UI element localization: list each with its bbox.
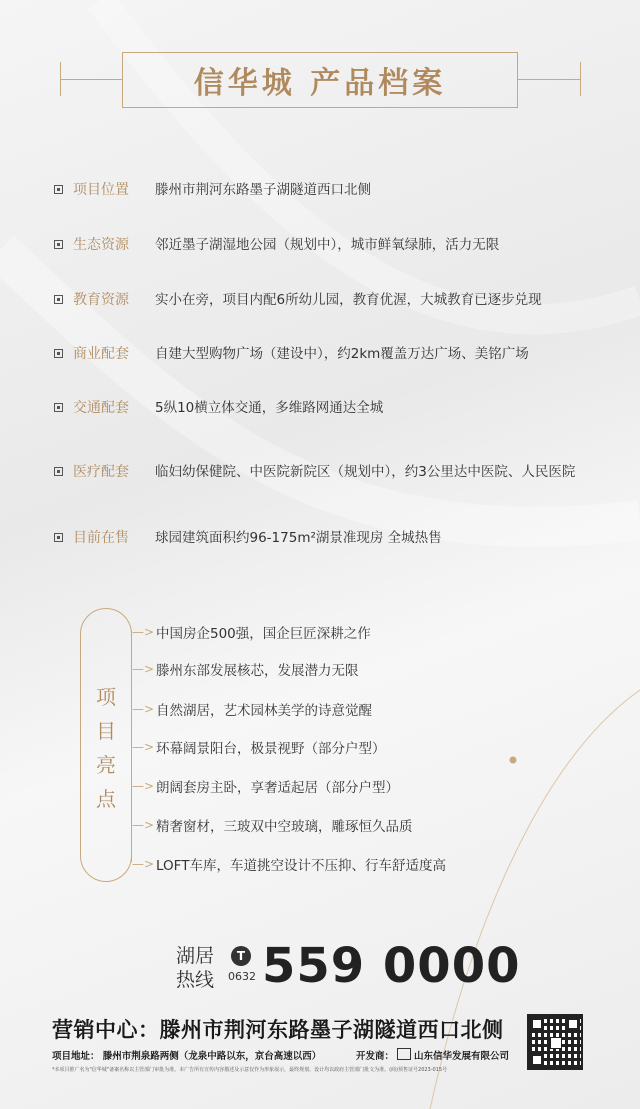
hotline-label: 湖居热线 [176,945,215,991]
developer-label: 开发商： [356,1051,395,1062]
highlight-item: —> 中国房企500强，国企巨匠深耕之作 [132,625,371,642]
arrow-right-icon: —> [132,779,155,793]
info-value: 临妇幼保健院、中医院新院区（规划中），约3公里达中医院、人民医院 [155,464,576,480]
project-address: 项目地址： 滕州市荆泉路两侧（龙泉中路以东，京台高速以西） [52,1051,322,1062]
square-bullet-icon [54,185,63,194]
info-label: 目前在售 [73,530,129,546]
title-line-right [518,79,580,80]
info-value: 5纵10横立体交通，多维路网通达全城 [155,400,384,416]
highlight-item: —> 环幕阔景阳台，极景视野（部分户型） [132,740,386,757]
arrow-right-icon: —> [132,662,155,676]
arrow-right-icon: —> [132,857,155,871]
square-bullet-icon [54,240,63,249]
highlight-item: —> 滕州东部发展核芯，发展潜力无限 [132,662,359,679]
info-value: 邻近墨子湖湿地公园（规划中），城市鲜氧绿肺，活力无限 [155,237,500,253]
info-label: 商业配套 [73,346,129,362]
info-value: 滕州市荆河东路墨子湖隧道西口北侧 [155,182,371,198]
info-label: 交通配套 [73,400,129,416]
developer [356,1048,509,1062]
hotline-number[interactable]: 559 0000 [262,938,521,994]
highlight-item: —> 精奢窗材，三玻双中空玻璃，雕琢恒久品质 [132,818,413,835]
info-label: 生态资源 [73,237,129,253]
arrow-right-icon: —> [132,702,155,716]
info-value: 实小在旁，项目内配6所幼儿园，教育优渥，大城教育已逐步兑现 [155,292,542,308]
square-bullet-icon [54,295,63,304]
page-title: 信华城 产品档案 [193,66,447,101]
info-row-ecology [54,235,585,255]
info-value: 球园建筑面积约96-175m²湖景准现房 全城热售 [155,530,442,546]
highlight-item: —> 自然湖居，艺术园林美学的诗意觉醒 [132,702,372,719]
info-label: 项目位置 [73,182,129,198]
highlights-title: 项目亮点 [96,685,116,811]
arrow-right-icon: —> [132,818,155,832]
square-bullet-icon [54,349,63,358]
square-bullet-icon [54,533,63,542]
square-bullet-icon [54,467,63,476]
info-label: 教育资源 [73,292,129,308]
info-row-commerce [54,344,585,364]
qr-code-icon[interactable] [527,1014,583,1070]
info-row-medical [54,462,585,482]
info-label: 医疗配套 [73,464,129,480]
info-row-location [54,180,585,200]
arrow-right-icon: —> [132,740,155,754]
info-value: 自建大型购物广场（建设中），约2km覆盖万达广场、美铭广场 [155,346,529,362]
arrow-right-icon: —> [132,625,155,639]
disclaimer: *本项目推广名为"信华城"备案名称以主管部门审批为准。本广告所有宣传内容描述及示意仅作为形象展示，最终规划、设计均以政府主管部门批文为准。(商)预售证号2023-015号 [52,1067,448,1073]
square-bullet-icon [54,403,63,412]
sales-center-address: 营销中心：滕州市荆河东路墨子湖隧道西口北侧 [52,1018,504,1042]
info-row-education [54,290,585,310]
title-tick-right [580,62,581,96]
highlight-item: —> 朗阔套房主卧，享奢适起居（部分户型） [132,779,399,796]
hotline-area-code: 0632 [228,970,256,983]
info-row-on-sale [54,528,585,548]
title-line-left [60,79,122,80]
developer-name: 山东信华发展有限公司 [414,1051,510,1062]
title-box [122,52,518,108]
title-tick-left [60,62,61,96]
info-row-transport [54,398,585,418]
highlight-item: —> LOFT车库，车道挑空设计不压抑、行车舒适度高 [132,857,446,874]
developer-logo-icon [397,1048,411,1060]
phone-icon: T [231,946,251,966]
